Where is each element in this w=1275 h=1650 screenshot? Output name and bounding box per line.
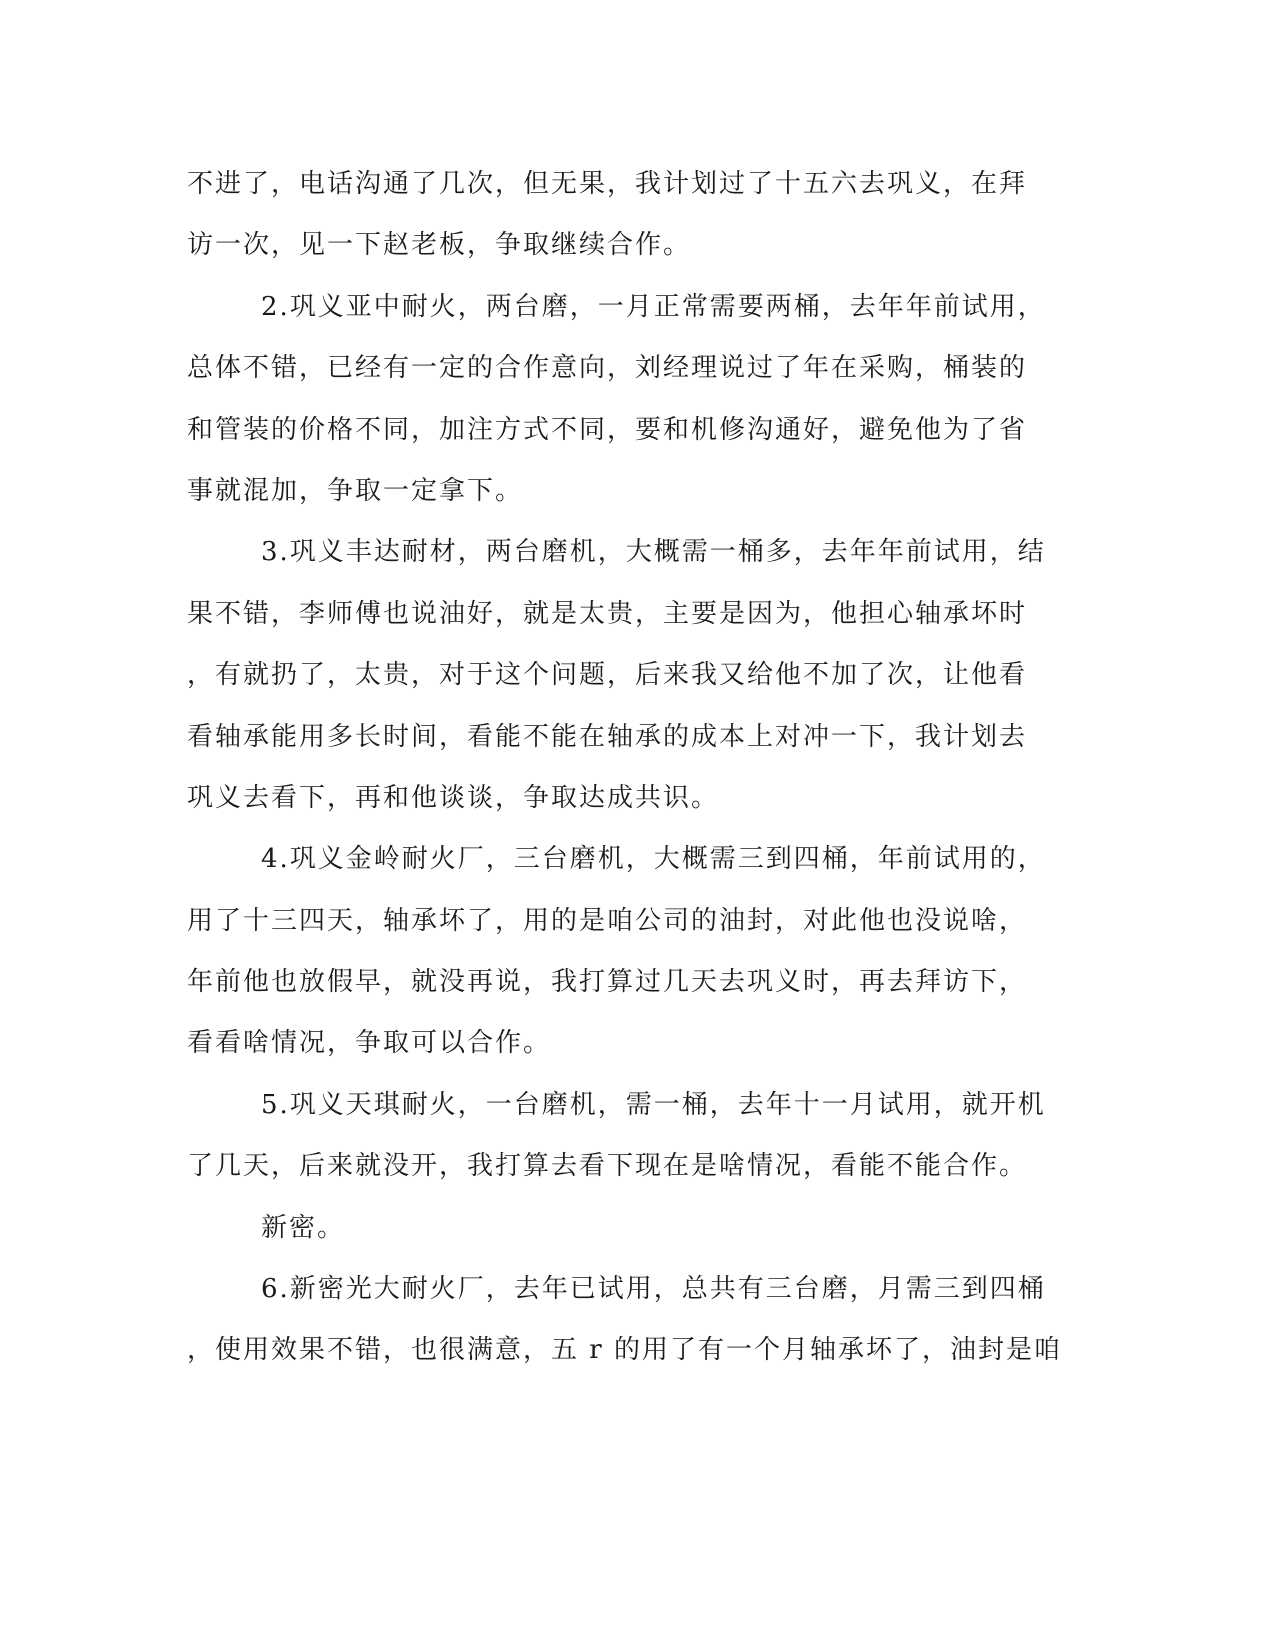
text-line: 新密。 (261, 1212, 346, 1243)
text-line: 年前他也放假早，就没再说，我打算过几天去巩义时，再去拜访下， (187, 967, 1028, 998)
text-line: 用了十三四天，轴承坏了，用的是咱公司的油封，对此他也没说啥， (187, 905, 1028, 936)
text-line: 巩义去看下，再和他谈谈，争取达成共识。 (187, 782, 720, 813)
text-line: 事就混加，争取一定拿下。 (187, 475, 524, 506)
text-line: 看看啥情况，争取可以合作。 (187, 1028, 552, 1059)
document-body (187, 162, 1087, 1390)
text-line: ，使用效果不错，也很满意，五 r 的用了有一个月轴承坏了，油封是咱 (187, 1335, 1062, 1366)
text-line: 了几天，后来就没开，我打算去看下现在是啥情况，看能不能合作。 (187, 1151, 1028, 1182)
text-line: 访一次，见一下赵老板，争取继续合作。 (187, 230, 692, 261)
text-line: 不进了，电话沟通了几次，但无果，我计划过了十五六去巩义，在拜 (187, 169, 1028, 199)
text-line: ，有就扔了，太贵，对于这个问题，后来我又给他不加了次，让他看 (187, 660, 1028, 691)
text-line: 4.巩义金岭耐火厂，三台磨机，大概需三到四桶，年前试用的， (261, 844, 1046, 875)
text-line: 总体不错，已经有一定的合作意向，刘经理说过了年在采购，桶装的 (187, 353, 1028, 384)
text-line: 6.新密光大耐火厂，去年已试用，总共有三台磨，月需三到四桶 (261, 1274, 1046, 1305)
text-line: 2.巩义亚中耐火，两台磨，一月正常需要两桶，去年年前试用， (261, 291, 1046, 322)
text-line: 5.巩义天琪耐火，一台磨机，需一桶，去年十一月试用，就开机 (261, 1089, 1046, 1120)
text-line: 3.巩义丰达耐材，两台磨机，大概需一桶多，去年年前试用，结 (261, 537, 1046, 568)
text-line: 和管装的价格不同，加注方式不同，要和机修沟通好，避免他为了省 (187, 414, 1028, 445)
text-line: 果不错，李师傅也说油好，就是太贵，主要是因为，他担心轴承坏时 (187, 598, 1028, 629)
text-line: 看轴承能用多长时间，看能不能在轴承的成本上对冲一下，我计划去 (187, 721, 1028, 752)
